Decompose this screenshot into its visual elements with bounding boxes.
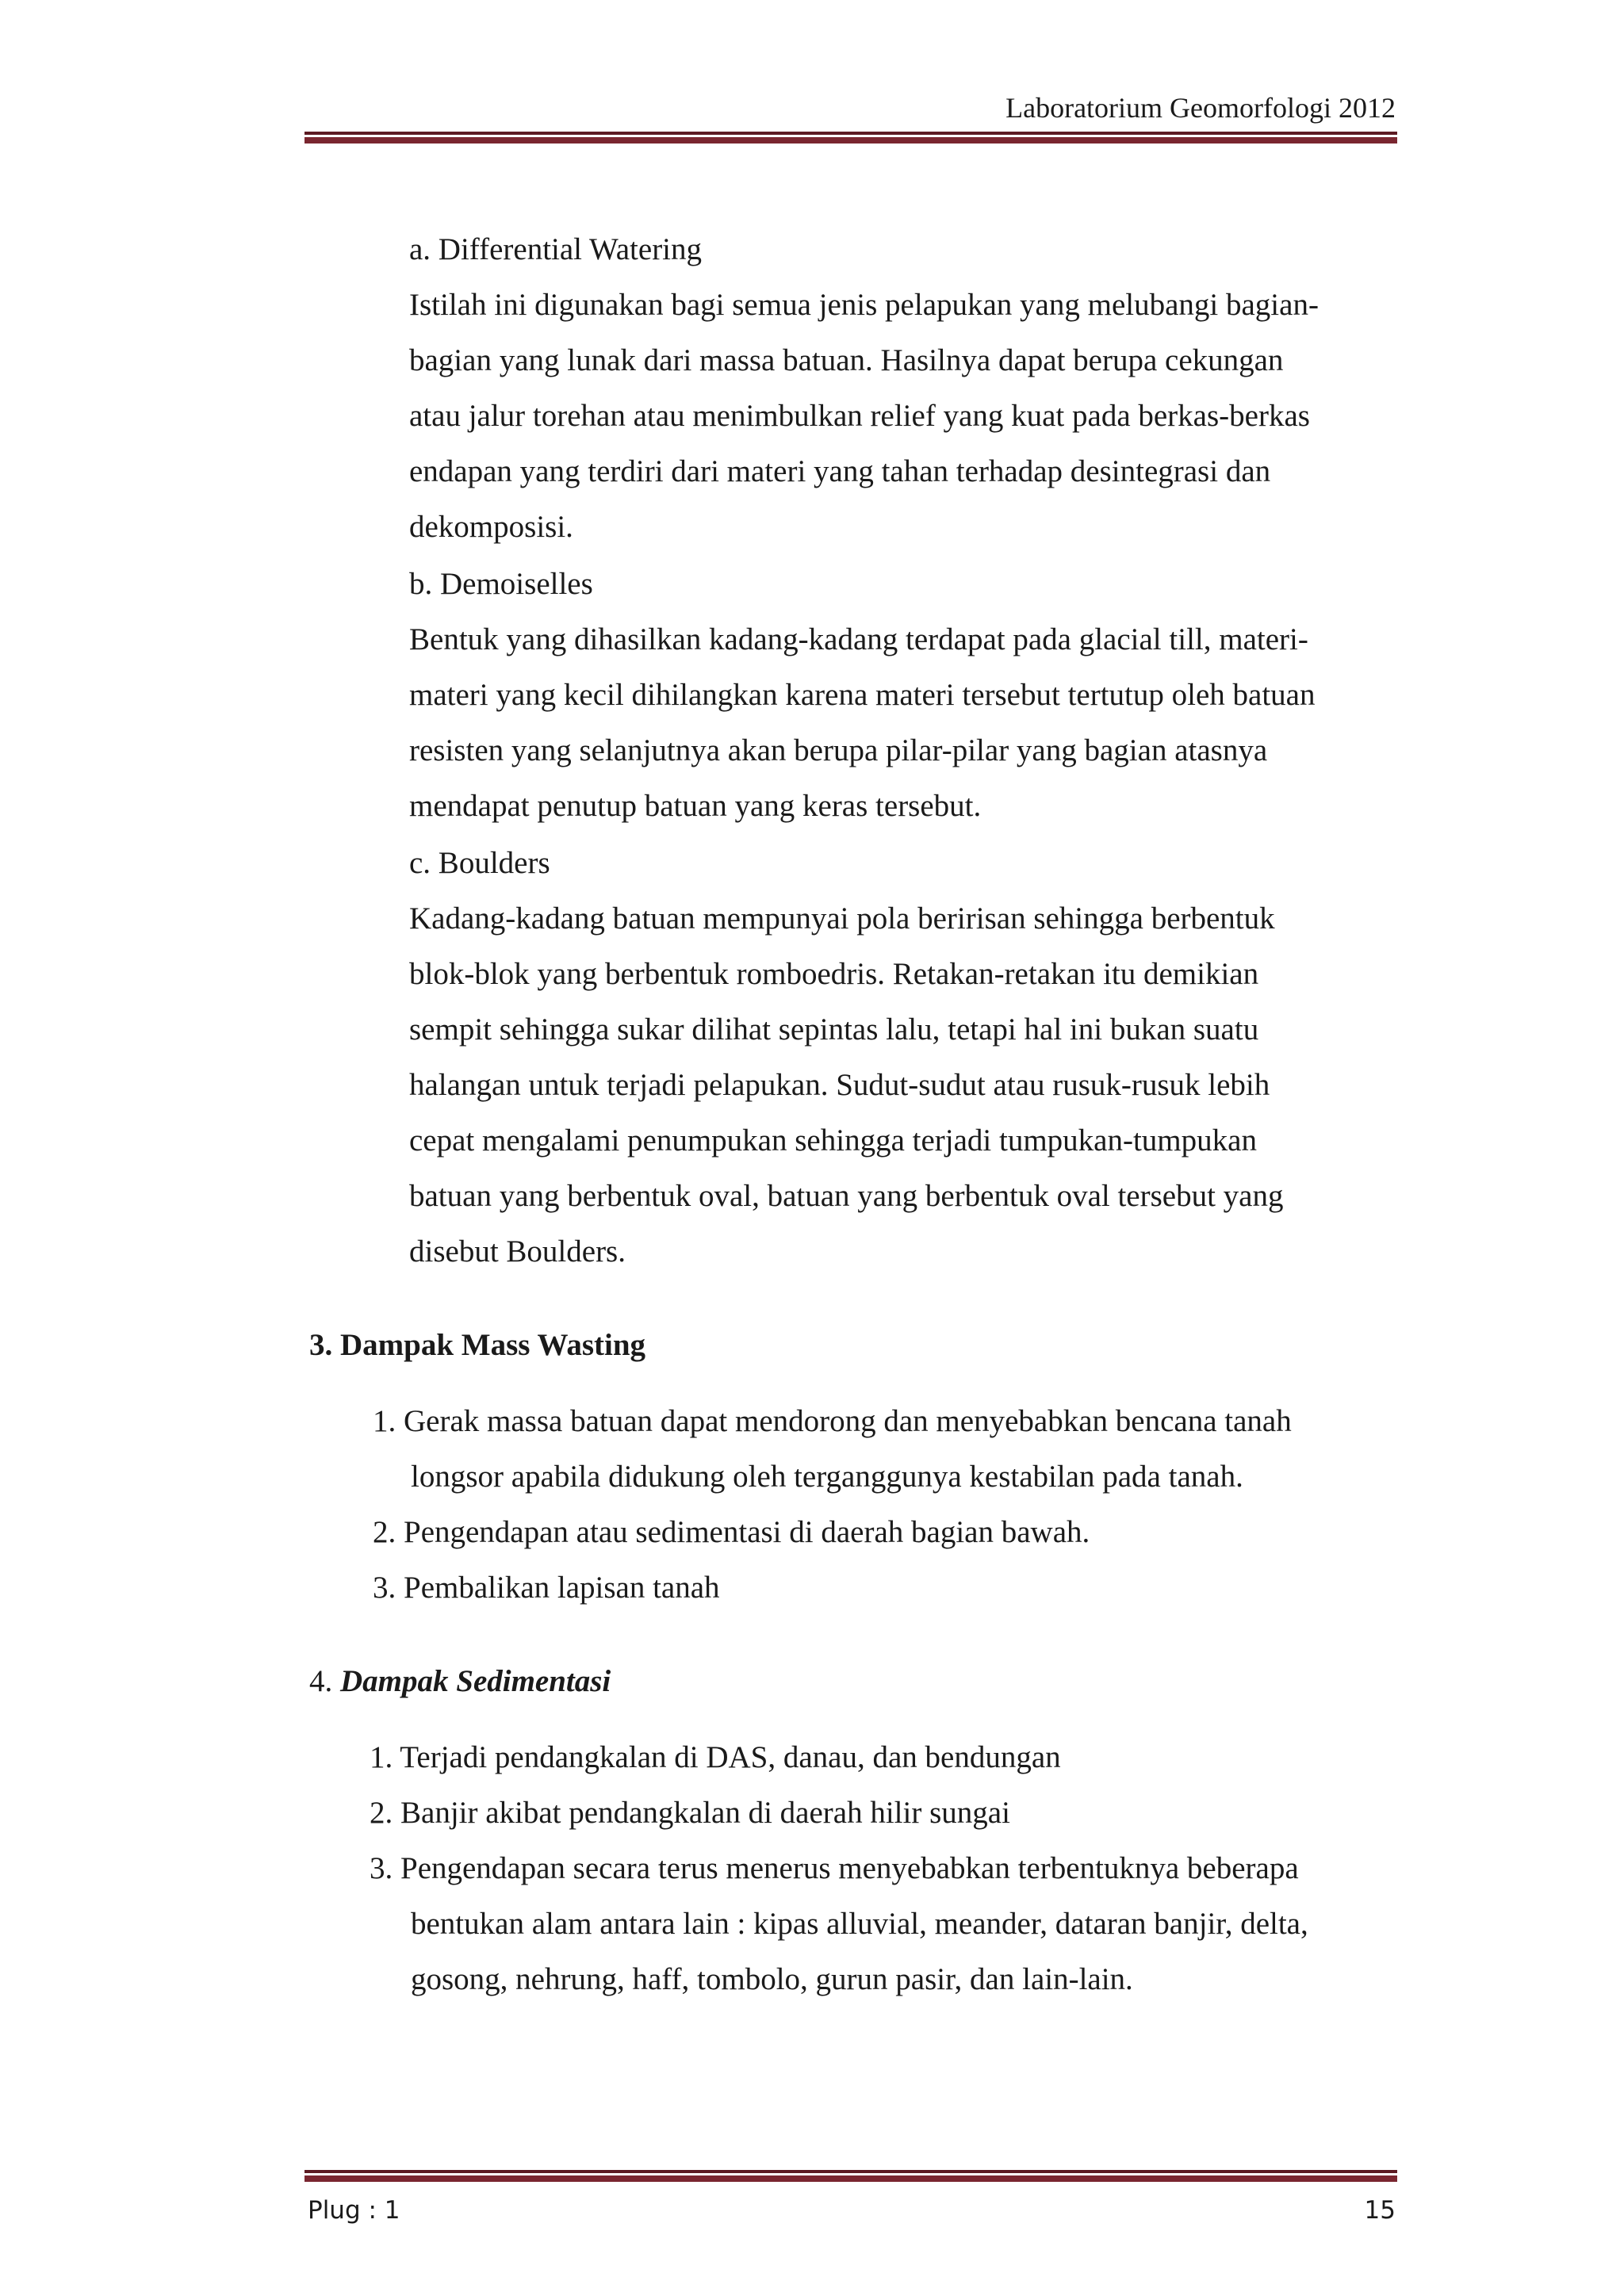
list-item-continuation: longsor apabila didukung oleh terganggunya kestabilan pada tanah. (411, 1460, 1243, 1494)
paragraph-line: endapan yang terdiri dari materi yang tahan terhadap desintegrasi dan (409, 454, 1271, 488)
section-title: Dampak Sedimentasi (340, 1664, 611, 1698)
subheading-boulders: c. Boulders (409, 846, 550, 880)
list-item: 2. Pengendapan atau sedimentasi di daerah bagian bawah. (373, 1515, 1090, 1549)
paragraph-line: batuan yang berbentuk oval, batuan yang berbentuk oval tersebut yang (409, 1179, 1284, 1213)
list-item-continuation: gosong, nehrung, haff, tombolo, gurun pasir, dan lain-lain. (411, 1962, 1133, 1996)
header-rule (304, 132, 1397, 144)
paragraph-line: Bentuk yang dihasilkan kadang-kadang terdapat pada glacial till, materi- (409, 622, 1308, 656)
section-heading (309, 1662, 611, 1701)
footer-label: Plug : 1 (308, 2196, 400, 2225)
paragraph-line: Istilah ini digunakan bagi semua jenis pelapukan yang melubangi bagian- (409, 288, 1319, 322)
page-number: 15 (1364, 2196, 1396, 2225)
list-item: 1. Gerak massa batuan dapat mendorong dan menyebabkan bencana tanah (373, 1404, 1292, 1438)
header-title: Laboratorium Geomorfologi 2012 (1005, 92, 1396, 124)
paragraph-line: sempit sehingga sukar dilihat sepintas lalu, tetapi hal ini bukan suatu (409, 1012, 1259, 1047)
list-item: 1. Terjadi pendangkalan di DAS, danau, dan bendungan (370, 1740, 1061, 1774)
subheading-demoiselles: b. Demoiselles (409, 567, 593, 601)
paragraph-line: Kadang-kadang batuan mempunyai pola beririsan sehingga berbentuk (409, 901, 1275, 936)
list-item-continuation: bentukan alam antara lain : kipas alluvial, meander, dataran banjir, delta, (411, 1907, 1308, 1941)
list-item: 2. Banjir akibat pendangkalan di daerah hilir sungai (370, 1796, 1010, 1830)
paragraph-line: disebut Boulders. (409, 1234, 626, 1269)
subheading-differential-watering: a. Differential Watering (409, 232, 703, 266)
section-number: 4. (309, 1664, 333, 1698)
paragraph-line: atau jalur torehan atau menimbulkan relief yang kuat pada berkas-berkas (409, 399, 1310, 433)
footer-rule (304, 2170, 1397, 2182)
paragraph-line: resisten yang selanjutnya akan berupa pilar-pilar yang bagian atasnya (409, 733, 1268, 767)
list-item: 3. Pembalikan lapisan tanah (373, 1571, 720, 1605)
paragraph-line: halangan untuk terjadi pelapukan. Sudut-sudut atau rusuk-rusuk lebih (409, 1068, 1270, 1102)
paragraph-line: cepat mengalami penumpukan sehingga terjadi tumpukan-tumpukan (409, 1123, 1257, 1158)
list-item: 3. Pengendapan secara terus menerus menyebabkan terbentuknya beberapa (370, 1851, 1299, 1885)
paragraph-line: materi yang kecil dihilangkan karena materi tersebut tertutup oleh batuan (409, 678, 1316, 712)
paragraph-line: dekomposisi. (409, 510, 573, 544)
paragraph-line: bagian yang lunak dari massa batuan. Hasilnya dapat berupa cekungan (409, 343, 1284, 377)
paragraph-line: blok-blok yang berbentuk romboedris. Retakan-retakan itu demikian (409, 957, 1259, 991)
paragraph-line: mendapat penutup batuan yang keras tersebut. (409, 789, 982, 823)
section-heading: 3. Dampak Mass Wasting (309, 1328, 646, 1362)
